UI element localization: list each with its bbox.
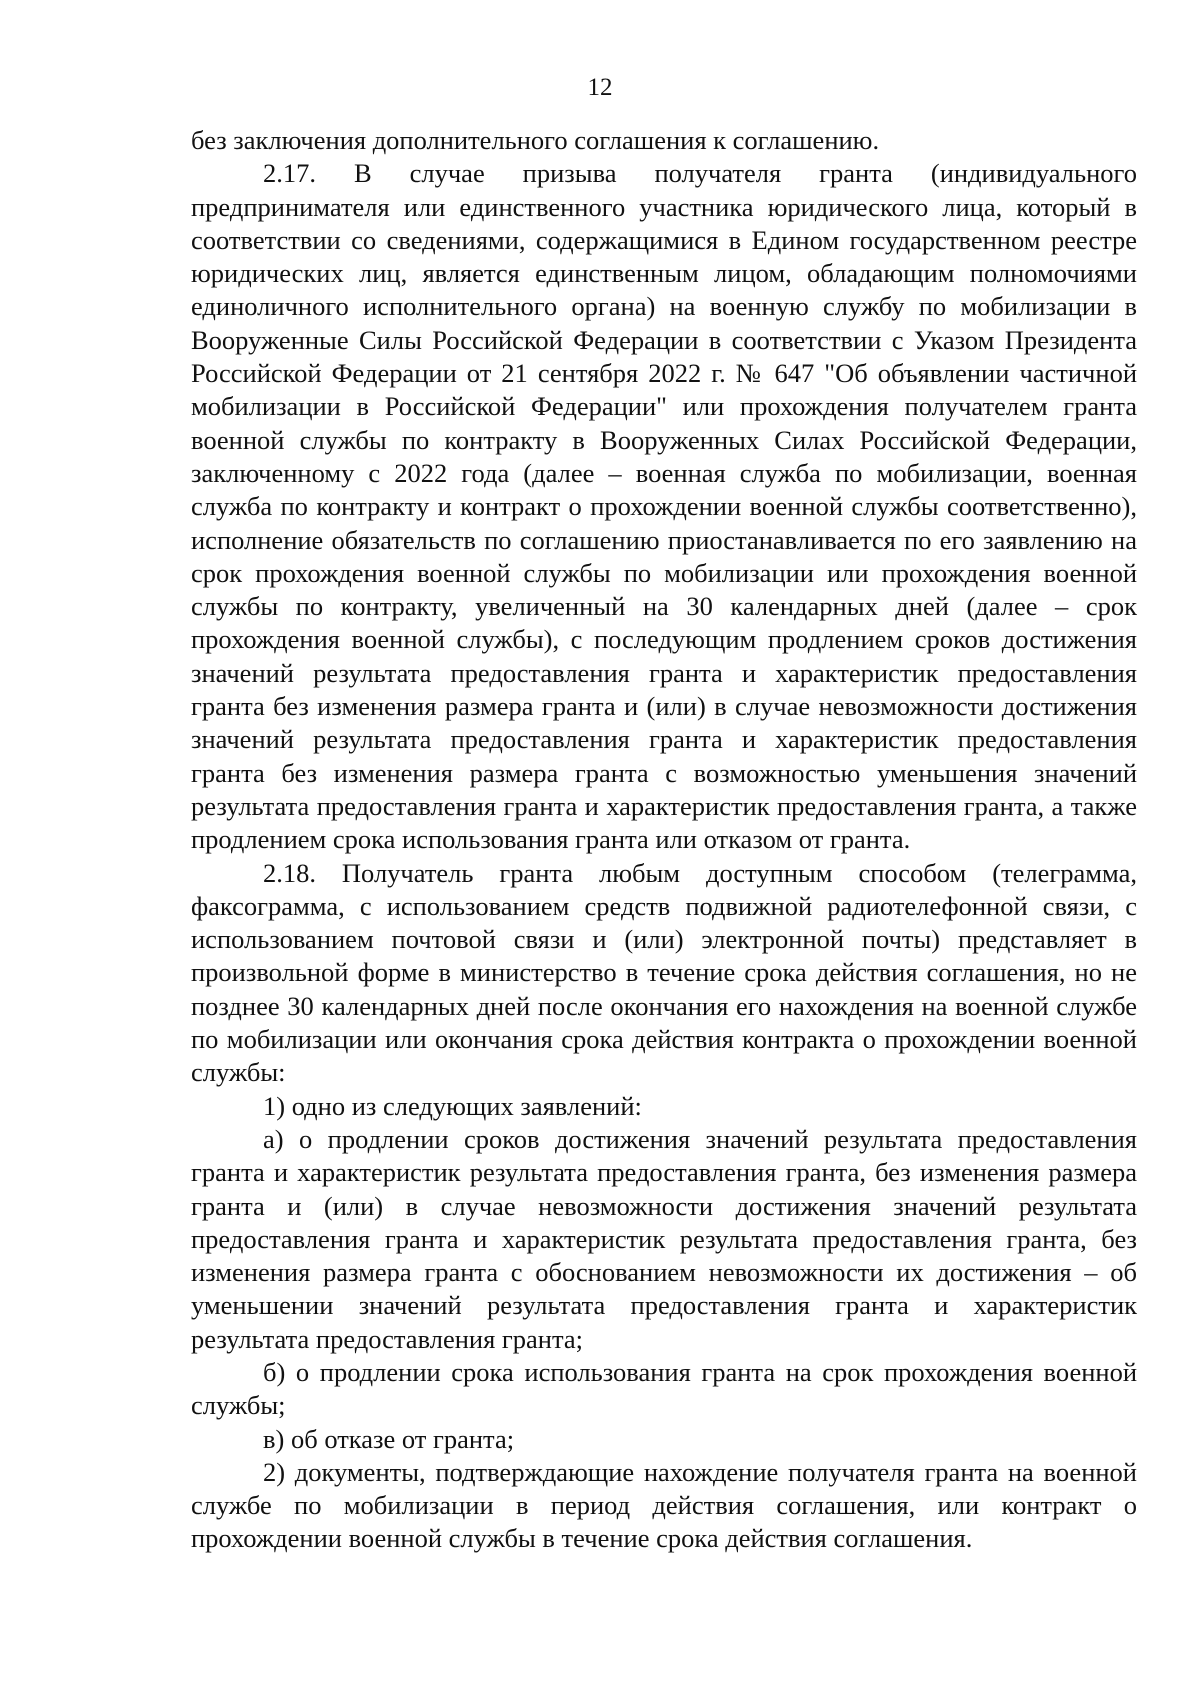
list-item-v: в) об отказе от гранта; — [263, 1423, 515, 1454]
paragraph-2-17: 2.17. В случае призыва получателя гранта (индивидуального предпринимателя или единственного участника юридического лица, который в соответствии со сведениями, содержащимися в Едином государственном реестре юридических лиц, является единственным лицом, обладающим полномочиями единоличного исполнительного органа) на военную службу по мобилизации в Вооруженные Силы Российской Федерации в соответствии с Указом Президента Российской Федерации от 21 сентября 2022 г. № 647 "Об объявлении частичной мобилизации в Российской Федерации" или прохождения получателем гранта военной службы по контракту в Вооруженных Силах Российской Федерации, заключенному с 2022 года (далее – военная служба по мобилизации, военная служба по контракту и контракт о прохождении военной службы соответственно), исполнение обязательств по соглашению приостанавливается по его заявлению на срок прохождения военной службы по мобилизации или прохождения военной службы по контракту, увеличенный на 30 календарных дней (далее – срок прохождения военной службы), с последующим продлением сроков достижения значений результата предоставления гранта и характеристик предоставления гранта без изменения размера гранта и (или) в случае невозможности достижения значений результата предоставления гранта и характеристик предоставления гранта без изменения размера гранта с возможностью уменьшения значений результата предоставления гранта и характеристик предоставления гранта, а также продлением срока использования гранта или отказом от гранта. — [191, 158, 1137, 855]
paragraph-continuation: без заключения дополнительного соглашения к соглашению. — [191, 125, 880, 155]
list-item-2: 2) документы, подтверждающие нахождение получателя гранта на военной службе по мобилизации в период действия соглашения, или контракт о прохождении военной службы в течение срока действия соглашения. — [191, 1456, 1137, 1554]
document-body — [191, 124, 1137, 1556]
paragraph-2-18: 2.18. Получатель гранта любым доступным способом (телеграмма, факсограмма, с использованием средств подвижной радиотелефонной связи, с использованием почтовой связи и (или) электронной почты) представляет в произвольной форме в министерство в течение срока действия соглашения, но не позднее 30 календарных дней после окончания его нахождения на военной службе по мобилизации или окончания срока действия контракта о прохождении военной службы: — [191, 857, 1137, 1088]
list-item-a: а) о продлении сроков достижения значений результата предоставления гранта и характеристик результата предоставления гранта, без изменения размера гранта и (или) в случае невозможности достижения значений результата предоставления гранта и характеристик результата предоставления гранта, без изменения размера гранта с обоснованием невозможности их достижения – об уменьшении значений результата предоставления гранта и характеристик результата предоставления гранта; — [191, 1123, 1137, 1354]
list-item-1: 1) одно из следующих заявлений: — [263, 1090, 642, 1121]
list-item-b: б) о продлении срока использования гранта на срок прохождения военной службы; — [191, 1356, 1137, 1421]
page-number: 12 — [587, 74, 613, 101]
